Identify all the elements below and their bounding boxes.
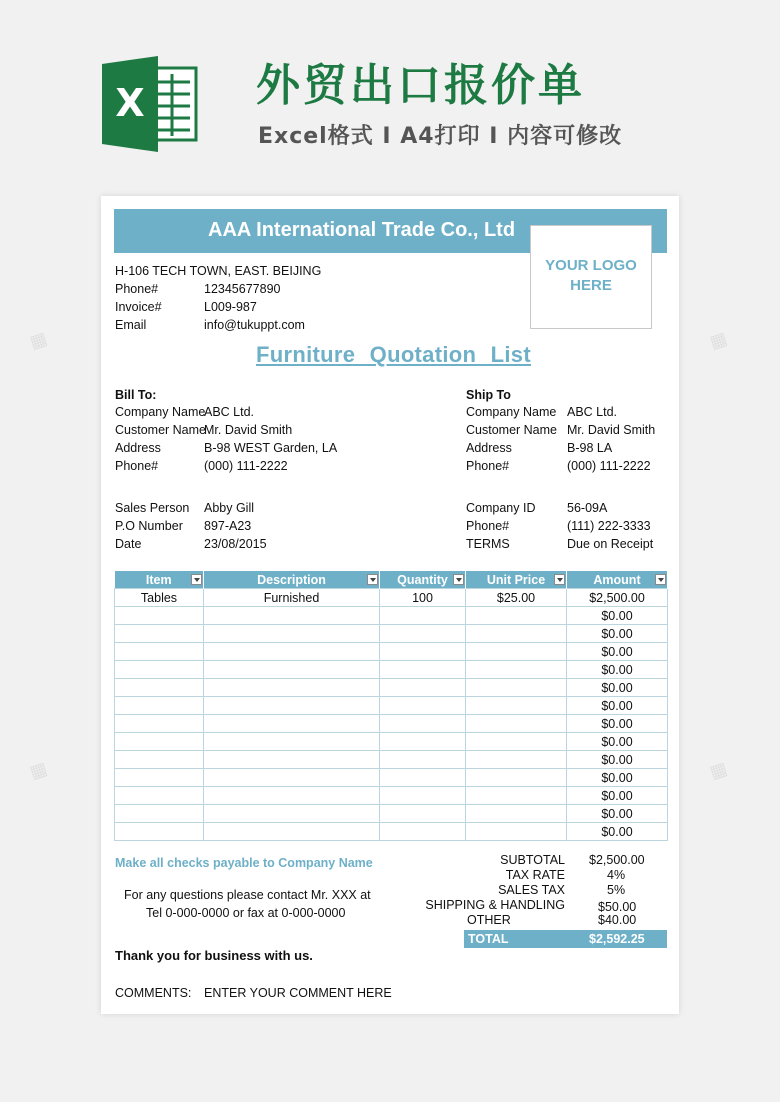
table-cell[interactable]: $0.00 xyxy=(567,625,668,643)
company-info-label: TERMS xyxy=(466,537,510,551)
bill-to-value[interactable]: B-98 WEST Garden, LA xyxy=(204,441,338,455)
logo-text-line2: HERE xyxy=(570,277,612,294)
ship-to-value[interactable]: ABC Ltd. xyxy=(567,405,618,419)
table-row xyxy=(115,679,668,697)
comments-label: COMMENTS: xyxy=(115,986,192,1000)
sales-info-label: Sales Person xyxy=(115,501,190,515)
table-cell[interactable] xyxy=(115,661,204,679)
thank-you-note[interactable]: Thank you for business with us. xyxy=(115,948,313,963)
quotation-sheet xyxy=(101,196,679,1014)
column-header-description[interactable]: Description xyxy=(204,571,380,589)
table-row xyxy=(115,715,668,733)
company-phone-value[interactable]: 12345677890 xyxy=(204,282,281,296)
table-cell[interactable]: 100 xyxy=(380,589,466,607)
table-cell[interactable] xyxy=(204,823,380,841)
table-cell[interactable] xyxy=(466,769,567,787)
table-cell[interactable]: $0.00 xyxy=(567,733,668,751)
totals-value[interactable]: $50.00 xyxy=(598,900,637,914)
company-name[interactable]: AAA International Trade Co., Ltd xyxy=(208,219,516,241)
company-address[interactable]: H-106 TECH TOWN, EAST. BEIJING xyxy=(115,264,322,278)
excel-icon xyxy=(100,56,200,152)
sales-info-label: Date xyxy=(115,537,142,551)
company-phone-label: Phone# xyxy=(115,282,159,296)
ship-to-value[interactable]: (000) 111-2222 xyxy=(567,459,651,473)
table-cell[interactable] xyxy=(204,805,380,823)
table-cell[interactable]: $0.00 xyxy=(567,787,668,805)
table-cell[interactable] xyxy=(204,679,380,697)
table-row xyxy=(115,625,668,643)
table-cell[interactable] xyxy=(115,733,204,751)
table-cell[interactable] xyxy=(380,751,466,769)
contact-line-1[interactable]: For any questions please contact Mr. XXX at xyxy=(124,888,371,902)
invoice-label: Invoice# xyxy=(115,300,162,314)
table-cell[interactable] xyxy=(380,679,466,697)
filter-dropdown-icon[interactable] xyxy=(554,574,565,585)
table-row xyxy=(115,589,668,607)
table-cell[interactable] xyxy=(380,769,466,787)
table-cell[interactable]: $0.00 xyxy=(567,805,668,823)
table-cell[interactable] xyxy=(204,769,380,787)
filter-dropdown-icon[interactable] xyxy=(191,574,202,585)
table-cell[interactable] xyxy=(380,805,466,823)
table-cell[interactable]: $0.00 xyxy=(567,769,668,787)
table-cell[interactable] xyxy=(204,607,380,625)
column-header-item[interactable]: Item xyxy=(115,571,204,589)
banner-title: 外贸出口报价单 xyxy=(256,60,585,111)
table-cell[interactable] xyxy=(115,715,204,733)
table-row xyxy=(115,733,668,751)
totals-label: OTHER xyxy=(467,913,511,927)
ship-to-value[interactable]: Mr. David Smith xyxy=(567,423,656,437)
table-cell[interactable]: $0.00 xyxy=(567,751,668,769)
grand-total-label: TOTAL xyxy=(468,932,509,946)
table-row xyxy=(115,787,668,805)
table-cell[interactable] xyxy=(115,805,204,823)
watermark: ▦ xyxy=(27,757,51,783)
bill-to-label: Customer Name xyxy=(115,423,206,437)
table-cell[interactable] xyxy=(204,787,380,805)
table-cell[interactable] xyxy=(115,769,204,787)
company-info-value[interactable]: Due on Receipt xyxy=(567,537,654,551)
table-cell[interactable] xyxy=(466,607,567,625)
comments-value[interactable]: ENTER YOUR COMMENT HERE xyxy=(204,986,392,1000)
totals-value[interactable]: $40.00 xyxy=(598,913,637,927)
table-cell[interactable]: $0.00 xyxy=(567,643,668,661)
table-cell[interactable] xyxy=(115,823,204,841)
grand-total-value[interactable]: $2,592.25 xyxy=(589,932,645,946)
bill-to-value[interactable]: (000) 111-2222 xyxy=(204,459,288,473)
table-header-row xyxy=(115,571,668,589)
table-cell[interactable] xyxy=(466,679,567,697)
table-cell[interactable] xyxy=(204,625,380,643)
company-info-label: Company ID xyxy=(466,501,536,515)
table-cell[interactable] xyxy=(380,823,466,841)
email-label: Email xyxy=(115,318,147,332)
table-cell[interactable]: Furnished xyxy=(204,589,380,607)
company-info-label: Phone# xyxy=(466,519,510,533)
totals-value[interactable]: 5% xyxy=(607,883,626,897)
sales-info-label: P.O Number xyxy=(115,519,183,533)
table-cell[interactable] xyxy=(204,661,380,679)
ship-to-label: Company Name xyxy=(466,405,557,419)
table-row xyxy=(115,661,668,679)
banner xyxy=(0,0,780,190)
totals-value[interactable]: 4% xyxy=(607,868,626,882)
filter-dropdown-icon[interactable] xyxy=(655,574,666,585)
table-cell[interactable] xyxy=(115,697,204,715)
table-cell[interactable] xyxy=(115,751,204,769)
checks-payable-note[interactable]: Make all checks payable to Company Name xyxy=(115,856,373,870)
table-row xyxy=(115,751,668,769)
table-cell[interactable] xyxy=(115,607,204,625)
table-cell[interactable]: $0.00 xyxy=(567,661,668,679)
column-header-quantity[interactable]: Quantity xyxy=(380,571,466,589)
table-cell[interactable] xyxy=(204,751,380,769)
table-cell[interactable] xyxy=(466,715,567,733)
table-cell[interactable]: $2,500.00 xyxy=(567,589,668,607)
table-cell[interactable]: $0.00 xyxy=(567,679,668,697)
contact-line-2[interactable]: Tel 0-000-0000 or fax at 0-000-0000 xyxy=(146,906,346,920)
logo-text-line1: YOUR LOGO xyxy=(545,257,637,274)
watermark: ▦ xyxy=(27,327,51,353)
sales-info-value[interactable]: 897-A23 xyxy=(204,519,252,533)
table-cell[interactable] xyxy=(115,643,204,661)
invoice-value[interactable]: L009-987 xyxy=(204,300,257,314)
table-cell[interactable] xyxy=(380,697,466,715)
table-cell[interactable]: Tables xyxy=(115,589,204,607)
table-row xyxy=(115,805,668,823)
table-cell[interactable] xyxy=(466,787,567,805)
table-cell[interactable] xyxy=(115,679,204,697)
bill-to-label: Company Name xyxy=(115,405,206,419)
table-cell[interactable]: $25.00 xyxy=(466,589,567,607)
table-cell[interactable] xyxy=(380,607,466,625)
table-cell[interactable]: $0.00 xyxy=(567,697,668,715)
table-cell[interactable] xyxy=(380,625,466,643)
table-cell[interactable]: $0.00 xyxy=(567,607,668,625)
bill-to-label: Phone# xyxy=(115,459,159,473)
filter-dropdown-icon[interactable] xyxy=(367,574,378,585)
table-cell[interactable] xyxy=(466,823,567,841)
table-cell[interactable]: $0.00 xyxy=(567,715,668,733)
watermark: ▦ xyxy=(707,757,731,783)
ship-to-heading: Ship To xyxy=(466,388,511,402)
table-cell[interactable] xyxy=(380,643,466,661)
document-title[interactable]: Furniture Quotation List xyxy=(256,342,531,367)
grand-total-bar xyxy=(464,930,667,948)
bill-to-heading: Bill To: xyxy=(115,388,157,402)
table-cell[interactable] xyxy=(204,697,380,715)
table-cell[interactable] xyxy=(115,625,204,643)
table-cell[interactable] xyxy=(466,697,567,715)
totals-label: SUBTOTAL xyxy=(500,853,565,867)
table-cell[interactable] xyxy=(115,787,204,805)
email-value[interactable]: info@tukuppt.com xyxy=(204,318,305,332)
items-table xyxy=(114,571,668,841)
table-cell[interactable] xyxy=(466,733,567,751)
bill-to-value[interactable]: ABC Ltd. xyxy=(204,405,255,419)
table-row xyxy=(115,769,668,787)
watermark: ▦ xyxy=(707,327,731,353)
table-cell[interactable] xyxy=(466,661,567,679)
column-header-unit-price[interactable]: Unit Price xyxy=(466,571,567,589)
bill-to-value[interactable]: Mr. David Smith xyxy=(204,423,293,437)
filter-dropdown-icon[interactable] xyxy=(453,574,464,585)
table-cell[interactable] xyxy=(466,751,567,769)
excel-icon-letter: X xyxy=(115,81,145,125)
bill-to-label: Address xyxy=(115,441,161,455)
table-cell[interactable] xyxy=(380,733,466,751)
company-info-value[interactable]: 56-09A xyxy=(567,501,608,515)
table-cell[interactable] xyxy=(466,643,567,661)
column-header-amount[interactable]: Amount xyxy=(567,571,668,589)
ship-to-label: Customer Name xyxy=(466,423,557,437)
logo-placeholder[interactable] xyxy=(530,225,652,329)
ship-to-value[interactable]: B-98 LA xyxy=(567,441,613,455)
table-cell[interactable] xyxy=(380,715,466,733)
table-cell[interactable] xyxy=(204,733,380,751)
sales-info-value[interactable]: 23/08/2015 xyxy=(204,537,267,551)
table-cell[interactable] xyxy=(204,715,380,733)
ship-to-label: Address xyxy=(466,441,512,455)
table-cell[interactable] xyxy=(466,805,567,823)
table-cell[interactable] xyxy=(380,787,466,805)
table-row xyxy=(115,697,668,715)
sales-info-value[interactable]: Abby Gill xyxy=(204,501,255,515)
table-cell[interactable]: $0.00 xyxy=(567,823,668,841)
ship-to-label: Phone# xyxy=(466,459,510,473)
table-row xyxy=(115,607,668,625)
totals-label: TAX RATE xyxy=(505,868,565,882)
totals-label: SHIPPING & HANDLING xyxy=(425,898,565,912)
table-row xyxy=(115,823,668,841)
table-row xyxy=(115,643,668,661)
table-cell[interactable] xyxy=(466,625,567,643)
totals-value[interactable]: $2,500.00 xyxy=(589,853,645,867)
table-cell[interactable] xyxy=(380,661,466,679)
company-info-value[interactable]: (111) 222-3333 xyxy=(567,519,651,533)
table-cell[interactable] xyxy=(204,643,380,661)
banner-subtitle: Excel格式 I A4打印 I 内容可修改 xyxy=(258,124,623,149)
totals-label: SALES TAX xyxy=(498,883,565,897)
